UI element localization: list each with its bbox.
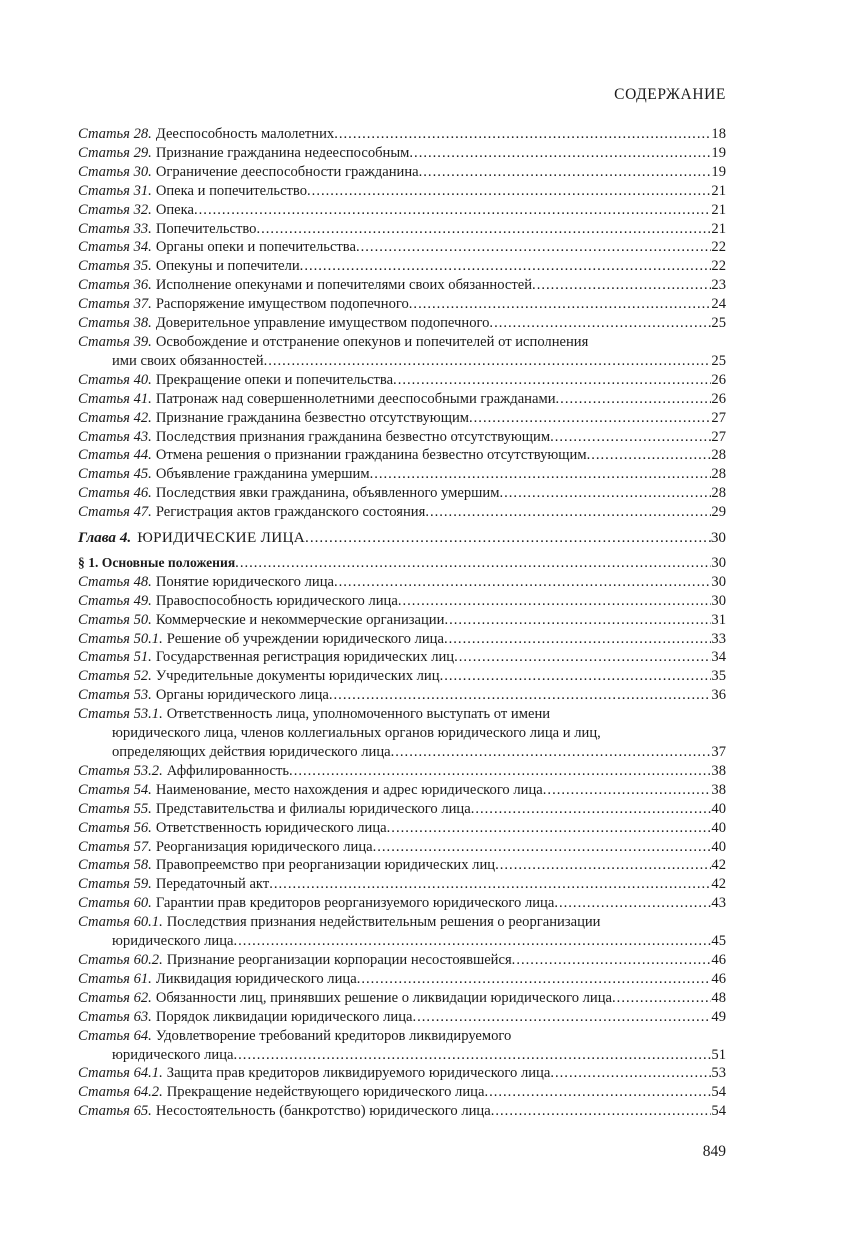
article-number: Статья 45. bbox=[78, 466, 152, 483]
article-number: Статья 51. bbox=[78, 649, 152, 666]
page-footer-number: 849 bbox=[702, 1143, 726, 1160]
article-number: Статья 28. bbox=[78, 126, 152, 142]
entry-title: Защита прав кредиторов ликвидируемого юридического лица bbox=[166, 1065, 551, 1082]
toc-entry bbox=[78, 409, 726, 428]
toc-entry bbox=[78, 276, 726, 295]
toc-entry bbox=[78, 1083, 726, 1102]
entry-title-line: ими своих обязанностей bbox=[112, 352, 264, 369]
entry-title: Коммерческие и некоммерческие организации bbox=[155, 611, 445, 628]
entry-title: Опекуны и попечители bbox=[155, 258, 300, 275]
page-number: 36 bbox=[711, 687, 726, 704]
page-number: 25 bbox=[711, 352, 726, 369]
entry-title: Ответственность юридического лица bbox=[155, 819, 387, 836]
toc-entry bbox=[78, 856, 726, 875]
dot-leader bbox=[489, 314, 711, 333]
article-number: Статья 63. bbox=[78, 1008, 152, 1025]
page-number: 46 bbox=[711, 951, 726, 968]
toc-entry bbox=[78, 762, 726, 781]
page-number: 48 bbox=[711, 989, 726, 1006]
article-number: Статья 32. bbox=[78, 201, 152, 218]
entry-title: Ликвидация юридического лица bbox=[155, 970, 357, 987]
article-number: Статья 42. bbox=[78, 409, 152, 426]
dot-leader bbox=[440, 667, 712, 686]
dot-leader bbox=[269, 875, 711, 894]
dot-leader bbox=[495, 856, 711, 875]
article-number: Статья 41. bbox=[78, 390, 152, 407]
page-number: 27 bbox=[711, 428, 726, 445]
entry-title: Попечительство bbox=[155, 220, 257, 237]
toc-entry-last-line bbox=[78, 1046, 726, 1065]
toc-entry bbox=[78, 201, 726, 220]
page-number: 49 bbox=[711, 1008, 726, 1025]
article-number: Статья 59. bbox=[78, 876, 152, 893]
dot-leader bbox=[370, 465, 712, 484]
page-number: 37 bbox=[711, 744, 726, 760]
toc-entry bbox=[78, 428, 726, 447]
entry-title: Признание гражданина недееспособным bbox=[155, 144, 410, 161]
page-number: 43 bbox=[711, 895, 726, 912]
entry-title: Органы опеки и попечительства bbox=[155, 239, 356, 256]
article-number: Статья 52. bbox=[78, 668, 152, 685]
page-number: 22 bbox=[711, 239, 726, 256]
article-number: Статья 29. bbox=[78, 144, 152, 161]
page-number: 54 bbox=[711, 1103, 726, 1120]
page-number: 40 bbox=[711, 819, 726, 836]
toc-entry bbox=[78, 1008, 726, 1027]
dot-leader bbox=[499, 484, 711, 503]
page-number: 51 bbox=[711, 1046, 726, 1063]
page-number: 33 bbox=[711, 630, 726, 647]
toc-entry bbox=[78, 838, 726, 857]
article-number: Статья 56. bbox=[78, 819, 152, 836]
entry-title-line: юридического лица, членов коллегиальных органов юридического лица и лиц, bbox=[112, 725, 601, 742]
article-number: Статья 60.2. bbox=[78, 951, 163, 968]
toc-entry bbox=[78, 611, 726, 630]
toc-entry-last-line bbox=[78, 932, 726, 951]
dot-leader bbox=[307, 182, 711, 201]
dot-leader bbox=[469, 409, 711, 428]
page-number: 23 bbox=[711, 277, 726, 294]
dot-leader bbox=[398, 592, 712, 611]
toc-entry bbox=[78, 182, 726, 201]
article-number: Статья 53.2. bbox=[78, 762, 163, 779]
toc-entry-first-line bbox=[78, 1027, 726, 1046]
toc-entry bbox=[78, 667, 726, 686]
dot-leader bbox=[425, 503, 711, 522]
entry-title: Последствия явки гражданина, объявленного умершим bbox=[155, 485, 500, 502]
article-number: Статья 53. bbox=[78, 687, 152, 704]
page-number: 29 bbox=[711, 504, 726, 521]
article-number: Статья 43. bbox=[78, 428, 152, 445]
table-of-contents bbox=[78, 125, 726, 1121]
entry-title: Порядок ликвидации юридического лица bbox=[155, 1008, 413, 1025]
page-number: 30 bbox=[710, 529, 726, 547]
dot-leader bbox=[373, 838, 712, 857]
entry-title: Правоспособность юридического лица bbox=[155, 592, 398, 609]
dot-leader bbox=[412, 1008, 711, 1027]
toc-entry bbox=[78, 257, 726, 276]
article-number: Статья 54. bbox=[78, 781, 152, 798]
article-number: Статья 50.1. bbox=[78, 630, 163, 647]
article-number: Статья 34. bbox=[78, 239, 152, 256]
dot-leader bbox=[550, 1064, 711, 1083]
dot-leader bbox=[393, 371, 711, 390]
entry-title-line: Последствия признания недействительным решения о реорганизации bbox=[166, 914, 601, 931]
entry-title: Опека bbox=[155, 201, 194, 218]
page-number: 34 bbox=[711, 649, 726, 666]
page-number: 54 bbox=[711, 1084, 726, 1101]
entry-title: Прекращение опеки и попечительства bbox=[155, 371, 394, 388]
entry-title: Регистрация актов гражданского состояния bbox=[155, 504, 426, 521]
toc-entry bbox=[78, 989, 726, 1008]
dot-leader bbox=[235, 554, 711, 573]
article-number: Статья 55. bbox=[78, 800, 152, 817]
page-number: 30 bbox=[711, 573, 726, 590]
dot-leader bbox=[543, 781, 712, 800]
entry-title: Признание реорганизации корпорации несостоявшейся bbox=[166, 951, 512, 968]
entry-title: Опека и попечительство bbox=[155, 182, 308, 199]
dot-leader bbox=[556, 390, 712, 409]
article-number: Статья 39. bbox=[78, 333, 152, 350]
article-number: Статья 35. bbox=[78, 258, 152, 275]
toc-entry bbox=[78, 592, 726, 611]
dot-leader bbox=[491, 1102, 712, 1121]
entry-title: Правопреемство при реорганизации юридических лиц bbox=[155, 857, 496, 874]
dot-leader bbox=[512, 951, 712, 970]
page-number: 22 bbox=[711, 258, 726, 275]
entry-title-line: определяющих действия юридического лица bbox=[112, 744, 391, 760]
dot-leader bbox=[587, 446, 712, 465]
page-number: 21 bbox=[711, 182, 726, 199]
page-number: 42 bbox=[711, 857, 726, 874]
toc-entry bbox=[78, 819, 726, 838]
dot-leader bbox=[356, 238, 711, 257]
chapter-title: ЮРИДИЧЕСКИЕ ЛИЦА bbox=[137, 529, 306, 547]
toc-entry bbox=[78, 573, 726, 592]
toc-entry-first-line bbox=[78, 333, 726, 352]
page-number: 35 bbox=[711, 668, 726, 685]
toc-entry-last-line bbox=[78, 352, 726, 371]
entry-title-line: Освобождение и отстранение опекунов и попечителей от исполнения bbox=[155, 333, 589, 350]
page-number: 19 bbox=[711, 163, 726, 180]
entry-title: Патронаж над совершеннолетними дееспособными гражданами bbox=[155, 390, 556, 407]
dot-leader bbox=[550, 428, 711, 447]
dot-leader bbox=[194, 201, 711, 220]
toc-entry bbox=[78, 144, 726, 163]
toc-entry bbox=[78, 484, 726, 503]
article-number: Статья 64.1. bbox=[78, 1065, 163, 1082]
page-number: 53 bbox=[711, 1065, 726, 1082]
page-number: 28 bbox=[711, 447, 726, 464]
page-number: 30 bbox=[711, 554, 726, 571]
toc-entry bbox=[78, 163, 726, 182]
toc-section-heading bbox=[78, 554, 726, 573]
page-number: 27 bbox=[711, 409, 726, 426]
page-number: 18 bbox=[711, 126, 726, 142]
entry-title: Обязанности лиц, принявших решение о ликвидации юридического лица bbox=[155, 989, 613, 1006]
page-number: 46 bbox=[711, 970, 726, 987]
dot-leader bbox=[454, 648, 711, 667]
toc-entry bbox=[78, 630, 726, 649]
entry-title: Дееспособность малолетних bbox=[155, 126, 335, 142]
toc-entry bbox=[78, 446, 726, 465]
page-number: 38 bbox=[711, 781, 726, 798]
dot-leader bbox=[391, 743, 712, 762]
dot-leader bbox=[329, 686, 712, 705]
entry-title: Передаточный акт bbox=[155, 876, 270, 893]
article-number: Статья 61. bbox=[78, 970, 152, 987]
entry-title: Гарантии прав кредиторов реорганизуемого юридического лица bbox=[155, 895, 555, 912]
toc-entry-middle-line bbox=[78, 724, 726, 743]
article-number: Статья 57. bbox=[78, 838, 152, 855]
page-number: 42 bbox=[711, 876, 726, 893]
toc-entry bbox=[78, 800, 726, 819]
entry-title-line: Ответственность лица, уполномоченного выступать от имени bbox=[166, 706, 551, 723]
dot-leader bbox=[532, 276, 711, 295]
article-number: Статья 64.2. bbox=[78, 1084, 163, 1101]
entry-title: Понятие юридического лица bbox=[155, 573, 334, 590]
toc-entry bbox=[78, 295, 726, 314]
toc-entry bbox=[78, 894, 726, 913]
toc-entry bbox=[78, 371, 726, 390]
section-title: § 1. Основные положения bbox=[78, 554, 236, 570]
dot-leader bbox=[289, 762, 711, 781]
dot-leader bbox=[484, 1083, 711, 1102]
dot-leader bbox=[387, 819, 712, 838]
entry-title: Прекращение недействующего юридического лица bbox=[166, 1084, 485, 1101]
article-number: Статья 44. bbox=[78, 447, 152, 464]
entry-title: Доверительное управление имуществом подопечного bbox=[155, 315, 490, 332]
page-number: 26 bbox=[711, 390, 726, 407]
dot-leader bbox=[357, 970, 712, 989]
dot-leader bbox=[305, 529, 711, 548]
entry-title: Наименование, место нахождения и адрес юридического лица bbox=[155, 781, 543, 798]
toc-entry bbox=[78, 220, 726, 239]
toc-entry bbox=[78, 125, 726, 144]
toc-entry bbox=[78, 465, 726, 484]
dot-leader bbox=[471, 800, 712, 819]
page-number: 19 bbox=[711, 144, 726, 161]
page-number: 21 bbox=[711, 201, 726, 218]
page-number: 40 bbox=[711, 838, 726, 855]
article-number: Статья 60. bbox=[78, 895, 152, 912]
article-number: Статья 53.1. bbox=[78, 706, 163, 723]
article-number: Статья 33. bbox=[78, 220, 152, 237]
toc-entry bbox=[78, 390, 726, 409]
entry-title: Реорганизация юридического лица bbox=[155, 838, 373, 855]
article-number: Статья 64. bbox=[78, 1027, 152, 1044]
article-number: Статья 36. bbox=[78, 277, 152, 294]
dot-leader bbox=[444, 630, 711, 649]
dot-leader bbox=[419, 163, 712, 182]
article-number: Статья 46. bbox=[78, 485, 152, 502]
dot-leader bbox=[444, 611, 711, 630]
article-number: Статья 40. bbox=[78, 371, 152, 388]
article-number: Статья 58. bbox=[78, 857, 152, 874]
entry-title: Исполнение опекунами и попечителями своих обязанностей bbox=[155, 277, 533, 294]
toc-chapter-heading bbox=[78, 529, 726, 548]
entry-title: Органы юридического лица bbox=[155, 687, 329, 704]
dot-leader bbox=[409, 295, 712, 314]
dot-leader bbox=[612, 989, 711, 1008]
dot-leader bbox=[264, 352, 712, 371]
running-header: СОДЕРЖАНИЕ bbox=[614, 86, 726, 103]
article-number: Статья 31. bbox=[78, 182, 152, 199]
toc-entry bbox=[78, 238, 726, 257]
toc-entry-last-line bbox=[78, 743, 726, 762]
dot-leader bbox=[256, 220, 711, 239]
toc-entry bbox=[78, 875, 726, 894]
toc-entry bbox=[78, 1102, 726, 1121]
toc-entry bbox=[78, 648, 726, 667]
toc-entry bbox=[78, 951, 726, 970]
entry-title: Учредительные документы юридических лиц bbox=[155, 668, 440, 685]
entry-title: Несостоятельность (банкротство) юридического лица bbox=[155, 1103, 491, 1120]
entry-title-line: юридического лица bbox=[112, 933, 234, 950]
entry-title: Ограничение дееспособности гражданина bbox=[155, 163, 419, 180]
chapter-number: Глава 4. bbox=[78, 529, 132, 547]
article-number: Статья 48. bbox=[78, 573, 152, 590]
page-number: 38 bbox=[711, 762, 726, 779]
article-number: Статья 62. bbox=[78, 989, 152, 1006]
dot-leader bbox=[334, 573, 711, 592]
page-number: 28 bbox=[711, 485, 726, 502]
article-number: Статья 65. bbox=[78, 1103, 152, 1120]
dot-leader bbox=[334, 125, 711, 144]
toc-entry bbox=[78, 781, 726, 800]
dot-leader bbox=[234, 932, 712, 951]
article-number: Статья 50. bbox=[78, 611, 152, 628]
article-number: Статья 37. bbox=[78, 296, 152, 313]
entry-title: Представительства и филиалы юридического лица bbox=[155, 800, 471, 817]
page-number: 28 bbox=[711, 466, 726, 483]
toc-entry bbox=[78, 970, 726, 989]
entry-title-line: юридического лица bbox=[112, 1046, 234, 1063]
article-number: Статья 60.1. bbox=[78, 914, 163, 931]
article-number: Статья 47. bbox=[78, 504, 152, 521]
toc-entry bbox=[78, 314, 726, 333]
article-number: Статья 49. bbox=[78, 592, 152, 609]
page-number: 31 bbox=[711, 611, 726, 628]
page-number: 45 bbox=[711, 933, 726, 950]
toc-entry bbox=[78, 503, 726, 522]
entry-title: Объявление гражданина умершим bbox=[155, 466, 370, 483]
entry-title-line: Удовлетворение требований кредиторов ликвидируемого bbox=[155, 1027, 512, 1044]
article-number: Статья 30. bbox=[78, 163, 152, 180]
dot-leader bbox=[409, 144, 711, 163]
toc-entry-first-line bbox=[78, 705, 726, 724]
toc-entry-first-line bbox=[78, 913, 726, 932]
page-number: 26 bbox=[711, 371, 726, 388]
page-number: 25 bbox=[711, 315, 726, 332]
page-number: 40 bbox=[711, 800, 726, 817]
entry-title: Аффилированность bbox=[166, 762, 290, 779]
article-number: Статья 38. bbox=[78, 315, 152, 332]
page-number: 21 bbox=[711, 220, 726, 237]
entry-title: Признание гражданина безвестно отсутствующим bbox=[155, 409, 469, 426]
entry-title: Распоряжение имуществом подопечного bbox=[155, 296, 409, 313]
entry-title: Последствия признания гражданина безвестно отсутствующим bbox=[155, 428, 551, 445]
dot-leader bbox=[554, 894, 711, 913]
toc-entry bbox=[78, 1064, 726, 1083]
dot-leader bbox=[300, 257, 712, 276]
dot-leader bbox=[234, 1046, 712, 1065]
entry-title: Государственная регистрация юридических лиц bbox=[155, 649, 455, 666]
entry-title: Решение об учреждении юридического лица bbox=[166, 630, 444, 647]
page-number: 24 bbox=[711, 296, 726, 313]
entry-title: Отмена решения о признании гражданина безвестно отсутствующим bbox=[155, 447, 587, 464]
page-number: 30 bbox=[711, 592, 726, 609]
toc-entry bbox=[78, 686, 726, 705]
